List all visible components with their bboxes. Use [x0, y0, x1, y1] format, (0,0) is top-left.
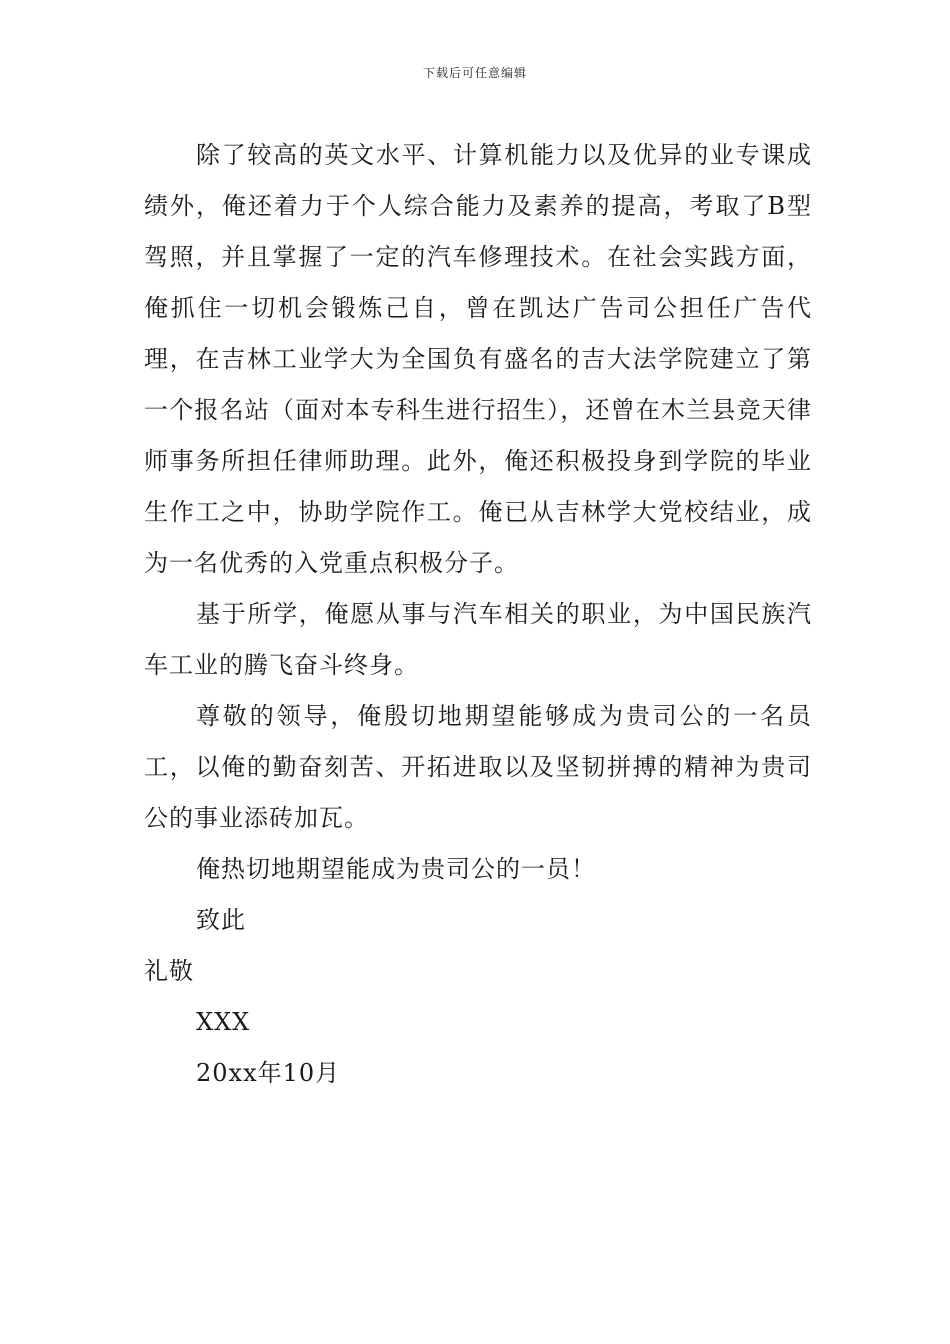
paragraph-skills-practice: 除了较高的英文水平、计算机能力以及优异的业专课成绩外，俺还着力于个人综合能力及素养的提高，考取了B型驾照，并且掌握了一定的汽车修理技术。在社会实践方面，俺抓住一切机会锻炼己自，曾在凯达广告司公担任广告代理，在吉林工业学大为全国负有盛名的吉大法学院建立了第一个报名站（面对本专科生进行招生），还曾在木兰县竞天律师事务所担任律师助理。此外，俺还积极投身到学院的毕业生作工之中，协助学院作工。俺已从吉林学大党校结业，成为一名优秀的入党重点积极分子。: [144, 141, 812, 577]
signature-line: XXX: [196, 1008, 251, 1036]
salutation-line: 礼敬: [144, 957, 194, 985]
letter-body: [144, 130, 812, 1099]
page-header-note: 下载后可任意编辑: [422, 66, 527, 80]
date-line: 20xx年10月: [196, 1059, 341, 1087]
paragraph-hope: 俺热切地期望能成为贵司公的一员！: [196, 855, 596, 883]
paragraph-career-goal: 基于所学，俺愿从事与汽车相关的职业，为中国民族汽车工业的腾飞奋斗终身。: [144, 600, 812, 679]
paragraph-request: 尊敬的领导，俺殷切地期望能够成为贵司公的一名员工，以俺的勤奋刻苦、开拓进取以及坚韧拼搏的精神为贵司公的事业添砖加瓦。: [144, 702, 812, 832]
closing-line: 致此: [196, 906, 246, 934]
